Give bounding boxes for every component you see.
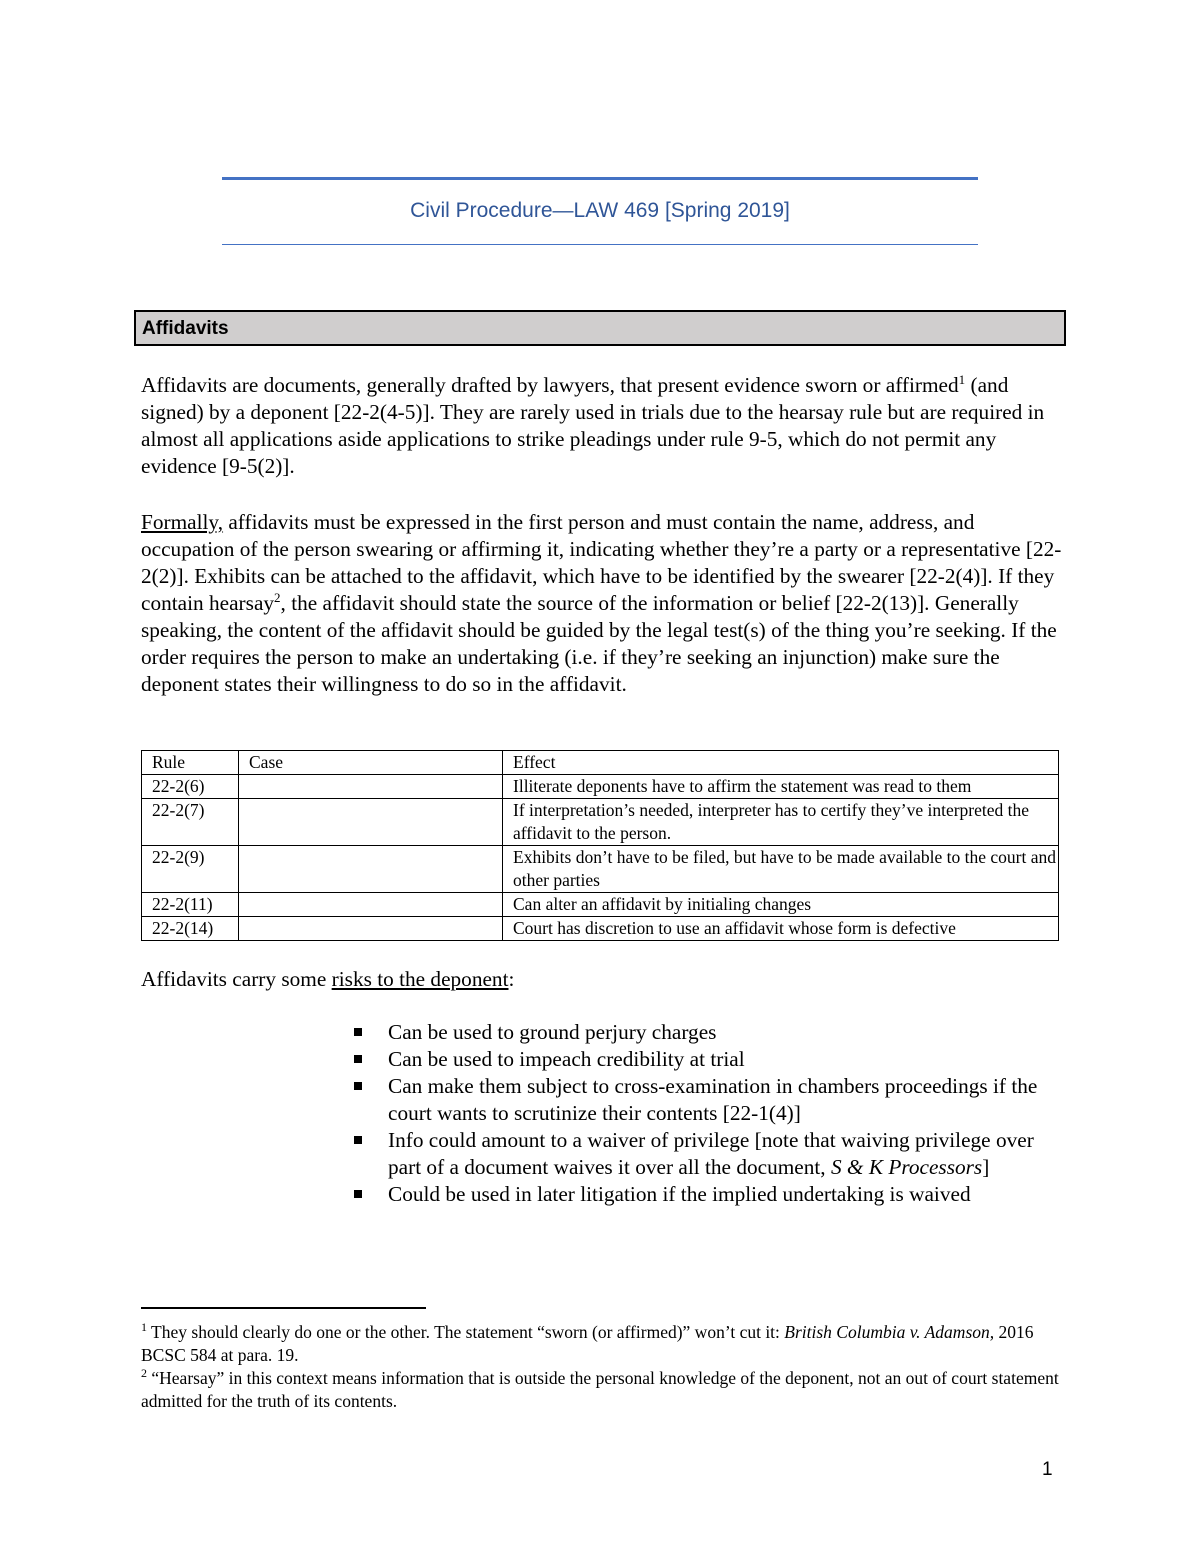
cell-effect: Court has discretion to use an affidavit whose form is defective — [503, 917, 1059, 941]
list-item-text: Can make them subject to cross-examination in chambers proceedings if the court wants to scrutinize their contents [22-1(4)] — [388, 1074, 1038, 1125]
risks-intro — [141, 966, 1066, 993]
square-bullet-icon — [354, 1136, 362, 1144]
header-effect: Effect — [503, 751, 1059, 775]
risks-tail: : — [508, 967, 515, 991]
footnote-ref-2[interactable]: 2 — [274, 589, 281, 605]
cell-case — [239, 799, 503, 846]
cell-rule: 22-2(11) — [142, 893, 239, 917]
square-bullet-icon — [354, 1028, 362, 1036]
footnote-separator — [141, 1307, 426, 1309]
risks-list — [352, 1019, 1072, 1208]
list-item-text-a: Info could amount to a waiver of privilege [note that waiving privilege over part of a document waives it over all the document, — [388, 1128, 1034, 1179]
cell-case — [239, 775, 503, 799]
cell-case — [239, 917, 503, 941]
cell-effect: Can alter an affidavit by initialing changes — [503, 893, 1059, 917]
square-bullet-icon — [354, 1055, 362, 1063]
page-number: 1 — [1042, 1459, 1053, 1480]
table-row — [142, 917, 1059, 941]
section-heading-bar — [134, 310, 1066, 346]
list-item-text: Can be used to ground perjury charges — [388, 1020, 717, 1044]
cell-rule: 22-2(9) — [142, 846, 239, 893]
formal-text-a: affidavits must be expressed in the first person and must contain the name, address, and occupation of the person swearing or affirming it, indicating whether they’re a party or a representative [22-2(2)]. Exhibits can be attached to the affidavit, which have to be identified by the swearer [22-2(4)]. If they contain hearsay — [141, 510, 1062, 615]
cell-rule: 22-2(7) — [142, 799, 239, 846]
table-row — [142, 846, 1059, 893]
section-heading: Affidavits — [142, 318, 229, 339]
table-row — [142, 893, 1059, 917]
risks-underlined: risks to the deponent — [331, 967, 509, 991]
footnote-1-number: 1 — [141, 1320, 147, 1335]
formal-lead: Formally, — [141, 510, 224, 534]
footnote-1-text-b: 2016 BCSC 584 at para. 19. — [141, 1322, 1034, 1365]
formal-paragraph — [141, 509, 1066, 698]
intro-text-a: Affidavits are documents, generally drafted by lawyers, that present evidence sworn or affirmed — [141, 373, 959, 397]
list-item — [352, 1181, 1072, 1208]
list-item-text-b: ] — [982, 1155, 990, 1179]
list-item-text: Could be used in later litigation if the implied undertaking is waived — [388, 1182, 971, 1206]
header-bottom-rule — [222, 244, 978, 245]
list-item — [352, 1127, 1072, 1181]
cell-effect: Exhibits don’t have to be filed, but have to be made available to the court and other parties — [503, 846, 1059, 893]
square-bullet-icon — [354, 1082, 362, 1090]
table-row — [142, 799, 1059, 846]
header-top-rule — [222, 177, 978, 180]
formal-text-b: , the affidavit should state the source of the information or belief [22-2(13)]. Generally speaking, the content of the affidavit should be guided by the legal test(s) of the thing you’re seeking. If the order requires the person to make an undertaking (i.e. if they’re seeking an injunction) make sure the deponent states their willingness to do so in the affidavit. — [141, 591, 1057, 696]
case-name: S & K Processors — [830, 1155, 983, 1179]
list-item — [352, 1046, 1072, 1073]
risks-lead: Affidavits carry some — [141, 967, 332, 991]
page-header-title: Civil Procedure—LAW 469 [Spring 2019] — [410, 199, 790, 222]
intro-text-b: (and signed) by a deponent [22-2(4-5)]. They are rarely used in trials due to the hearsay rule but are required in almost all applications aside applications to strike pleadings under rule 9-5, which do not permit any evidence [9-5(2)]. — [141, 373, 1045, 478]
footnote-ref-1[interactable]: 1 — [958, 371, 966, 387]
cell-rule: 22-2(6) — [142, 775, 239, 799]
cell-rule: 22-2(14) — [142, 917, 239, 941]
footnote-2 — [141, 1367, 1061, 1413]
cell-effect: If interpretation’s needed, interpreter has to certify they’ve interpreted the affidavit to the person. — [503, 799, 1059, 846]
footnotes — [141, 1321, 1061, 1413]
footnote-1-text-a: They should clearly do one or the other. The statement “sworn (or affirmed)” won’t cut it: — [147, 1322, 785, 1342]
rules-table — [141, 750, 1059, 941]
list-item — [352, 1019, 1072, 1046]
list-item-text: Can be used to impeach credibility at trial — [388, 1047, 745, 1071]
cell-case — [239, 846, 503, 893]
table-header-row — [142, 751, 1059, 775]
cell-case — [239, 893, 503, 917]
footnote-1 — [141, 1321, 1061, 1367]
table-row — [142, 775, 1059, 799]
header-rule: Rule — [142, 751, 239, 775]
cell-effect: Illiterate deponents have to affirm the statement was read to them — [503, 775, 1059, 799]
footnote-2-number: 2 — [141, 1366, 147, 1381]
header-case: Case — [239, 751, 503, 775]
intro-paragraph — [141, 372, 1066, 480]
footnote-1-case: British Columbia v. Adamson, — [784, 1322, 995, 1342]
square-bullet-icon — [354, 1190, 362, 1198]
footnote-2-text: “Hearsay” in this context means information that is outside the personal knowledge of the deponent, not an out of court statement admitted for the truth of its contents. — [141, 1368, 1059, 1411]
list-item — [352, 1073, 1072, 1127]
